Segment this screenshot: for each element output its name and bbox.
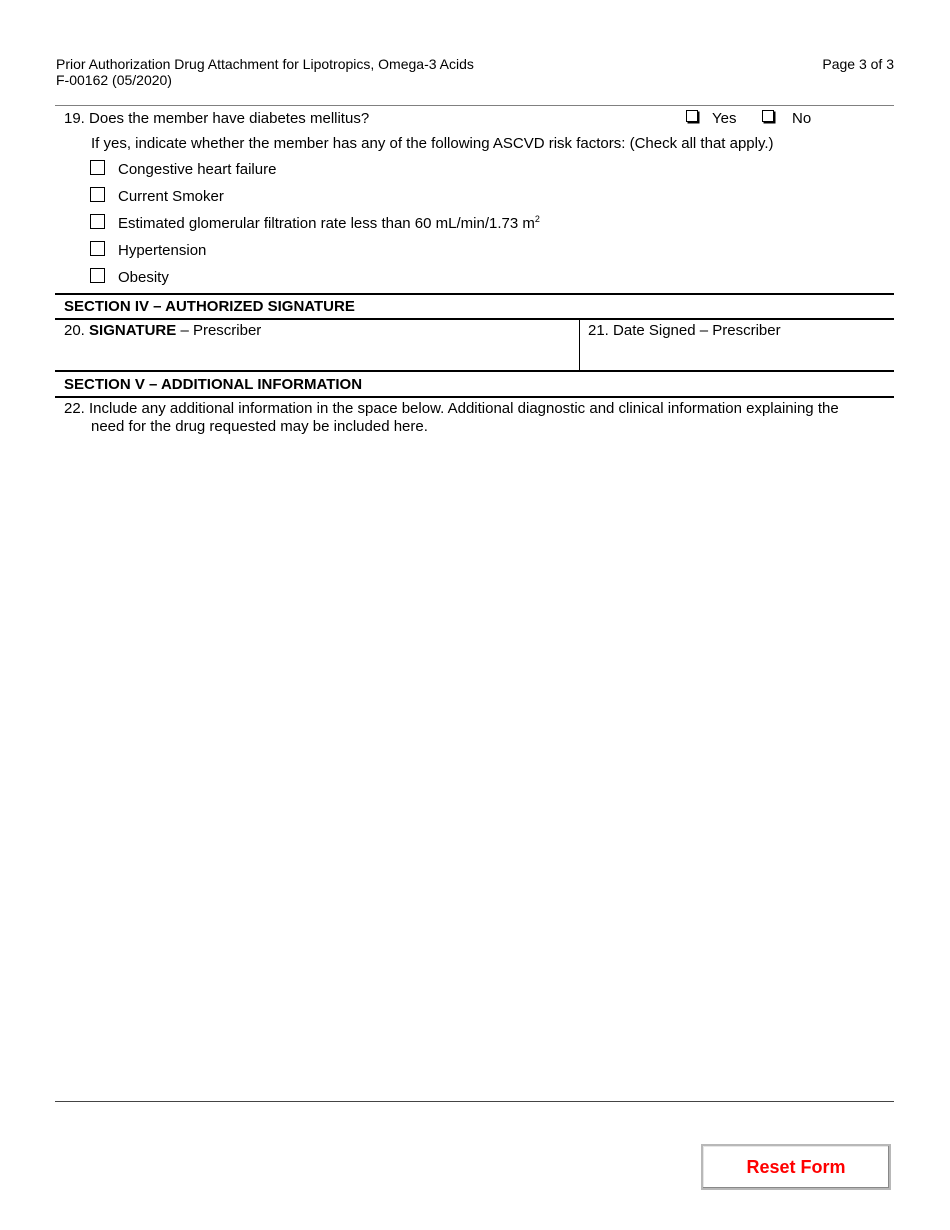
q20-signature-bold: SIGNATURE [89, 322, 177, 339]
section5-title-rule [55, 396, 894, 398]
section4-title: SECTION IV – AUTHORIZED SIGNATURE [64, 298, 355, 315]
q22-text-line1: 22. Include any additional information in the space below. Additional diagnostic and clinical information explaining the [64, 400, 839, 417]
section4-top-rule [55, 293, 894, 295]
signature-field[interactable] [56, 320, 579, 370]
q20-number: 20. [64, 322, 85, 339]
q19-no-label: No [792, 110, 812, 127]
page-number: Page 3 of 3 [822, 56, 894, 72]
q19-no-checkbox[interactable] [762, 110, 774, 122]
q20-prescriber: – Prescriber [180, 322, 262, 339]
risk-gfr-checkbox[interactable] [90, 214, 105, 229]
q21-date-label: 21. Date Signed – Prescriber [588, 322, 781, 339]
additional-info-field[interactable] [56, 440, 894, 1100]
risk-gfr-label: Estimated glomerular filtration rate less than 60 mL/min/1.73 m [118, 215, 535, 232]
form-title: Prior Authorization Drug Attachment for Lipotropics, Omega-3 Acids [56, 56, 474, 72]
form-number: F-00162 (05/2020) [56, 72, 172, 88]
q19-yes-label: Yes [712, 110, 737, 127]
q19-followup-text: If yes, indicate whether the member has any of the following ASCVD risk factors: (Check all that apply.) [91, 135, 774, 152]
section5-title: SECTION V – ADDITIONAL INFORMATION [64, 376, 363, 393]
risk-smoker-label: Current Smoker [118, 188, 224, 205]
q22-text-line2: need for the drug requested may be included here. [91, 418, 428, 435]
risk-gfr-superscript: 2 [534, 214, 540, 224]
section5-top-rule [55, 370, 894, 372]
risk-chf-label: Congestive heart failure [118, 161, 277, 178]
risk-hypertension-checkbox[interactable] [90, 241, 105, 256]
q19-question: 19. Does the member have diabetes mellitus? [64, 110, 370, 127]
risk-obesity-checkbox[interactable] [90, 268, 105, 283]
risk-obesity-label: Obesity [118, 269, 169, 286]
footer-rule [55, 1101, 894, 1102]
risk-gfr-row [118, 215, 540, 233]
date-signed-field[interactable] [580, 340, 893, 370]
risk-hypertension-label: Hypertension [118, 242, 207, 259]
reset-form-button[interactable]: Reset Form [701, 1144, 891, 1190]
q19-yes-checkbox[interactable] [686, 110, 698, 122]
header-divider [55, 105, 894, 106]
risk-chf-checkbox[interactable] [90, 160, 105, 175]
risk-smoker-checkbox[interactable] [90, 187, 105, 202]
